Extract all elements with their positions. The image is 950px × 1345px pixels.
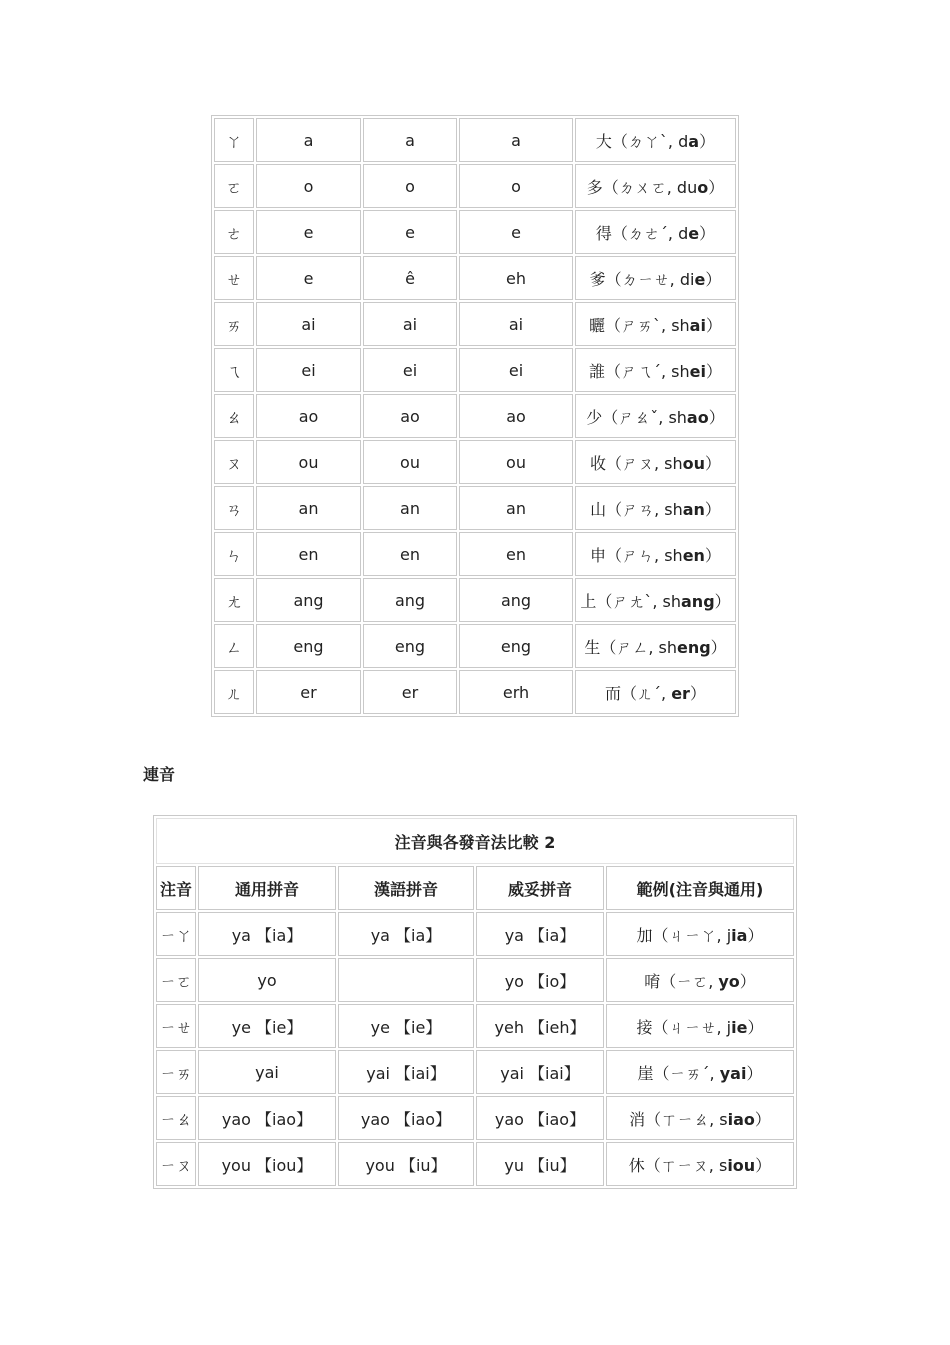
example-text: 生（ㄕㄥ, sh [584, 637, 677, 657]
table-caption: 注音與各發音法比較 2 [156, 818, 794, 864]
wade-cell: ai [459, 302, 573, 346]
wade-cell: ya 【ia】 [476, 912, 604, 956]
zhuyin-cell: ㄧㄚ [156, 912, 196, 956]
example-bold: o [697, 177, 709, 197]
hanyu-cell: ai [363, 302, 457, 346]
tongyong-cell: you 【iou】 [198, 1142, 336, 1186]
header-zhuyin: 注音 [156, 866, 196, 910]
header-example: 範例(注音與通用) [606, 866, 794, 910]
wade-cell: yeh 【ieh】 [476, 1004, 604, 1048]
table-row [214, 670, 736, 714]
tongyong-cell: o [256, 164, 361, 208]
table-row [214, 440, 736, 484]
wade-cell: en [459, 532, 573, 576]
example-text: 山（ㄕㄢ, sh [590, 499, 683, 519]
table-row [214, 302, 736, 346]
example-text-end: ） [704, 545, 721, 565]
hanyu-cell: yai 【iai】 [338, 1050, 474, 1094]
hanyu-cell: eng [363, 624, 457, 668]
example-text: 多（ㄉㄨㄛ, du [586, 177, 698, 197]
wade-cell: yu 【iu】 [476, 1142, 604, 1186]
example-cell [575, 348, 736, 392]
table-row [214, 164, 736, 208]
tongyong-cell: e [256, 256, 361, 300]
wade-cell: ou [459, 440, 573, 484]
zhuyin-cell: ㄚ [214, 118, 254, 162]
hanyu-cell: ê [363, 256, 457, 300]
zhuyin-cell: ㄧㄝ [156, 1004, 196, 1048]
table-row [156, 1142, 794, 1186]
caption-row [156, 818, 794, 864]
example-text-end: ） [755, 1155, 772, 1175]
hanyu-cell: you 【iu】 [338, 1142, 474, 1186]
example-bold: ia [731, 925, 748, 945]
tongyong-cell: yao 【iao】 [198, 1096, 336, 1140]
hanyu-cell: e [363, 210, 457, 254]
zhuyin-cell: ㄟ [214, 348, 254, 392]
hanyu-cell: o [363, 164, 457, 208]
example-text-end: ） [710, 637, 727, 657]
example-bold: iou [727, 1155, 756, 1175]
hanyu-cell: ye 【ie】 [338, 1004, 474, 1048]
table-row [214, 624, 736, 668]
example-bold: en [682, 545, 705, 565]
hanyu-cell: ao [363, 394, 457, 438]
zhuyin-cell: ㄝ [214, 256, 254, 300]
example-text: 接（ㄐㄧㄝ, j [636, 1017, 732, 1037]
example-cell [575, 486, 736, 530]
table-row [156, 1096, 794, 1140]
example-text-end: ） [705, 453, 722, 473]
example-cell [606, 1004, 794, 1048]
example-cell [575, 624, 736, 668]
example-text: 崖（ㄧㄞˊ, [637, 1063, 720, 1083]
example-cell [575, 118, 736, 162]
example-cell [575, 302, 736, 346]
example-bold: ai [689, 315, 706, 335]
example-text-end: ） [746, 1063, 763, 1083]
tongyong-cell: ei [256, 348, 361, 392]
tongyong-cell: e [256, 210, 361, 254]
example-cell [606, 1096, 794, 1140]
hanyu-cell: er [363, 670, 457, 714]
table-row [214, 486, 736, 530]
tongyong-cell: an [256, 486, 361, 530]
example-cell [606, 958, 794, 1002]
zhuyin-cell: ㄧㄞ [156, 1050, 196, 1094]
zhuyin-cell: ㄤ [214, 578, 254, 622]
wade-cell: eh [459, 256, 573, 300]
example-cell [575, 532, 736, 576]
zhuyin-cell: ㄞ [214, 302, 254, 346]
hanyu-cell: ya 【ia】 [338, 912, 474, 956]
example-text-end: ） [705, 361, 722, 381]
hanyu-cell [338, 958, 474, 1002]
table-row [214, 394, 736, 438]
hanyu-cell: an [363, 486, 457, 530]
zhuyin-cell: ㄧㄡ [156, 1142, 196, 1186]
example-text-end: ） [699, 131, 716, 151]
zhuyin-cell: ㄡ [214, 440, 254, 484]
hanyu-cell: ei [363, 348, 457, 392]
example-text: 曬（ㄕㄞˋ, sh [589, 315, 690, 335]
example-bold: yai [719, 1063, 747, 1083]
example-text: 大（ㄉㄚˋ, d [595, 131, 689, 151]
zhuyin-cell: ㄧㄛ [156, 958, 196, 1002]
wade-cell: yao 【iao】 [476, 1096, 604, 1140]
wade-cell: yo 【io】 [476, 958, 604, 1002]
example-bold: eng [676, 637, 711, 657]
example-bold: iao [727, 1109, 755, 1129]
hanyu-cell: ou [363, 440, 457, 484]
table-row [214, 532, 736, 576]
wade-cell: an [459, 486, 573, 530]
tongyong-cell: ya 【ia】 [198, 912, 336, 956]
table-row [156, 958, 794, 1002]
zhuyin-cell: ㄢ [214, 486, 254, 530]
section-title: 連音 [143, 765, 176, 784]
example-cell [575, 670, 736, 714]
tongyong-cell: ao [256, 394, 361, 438]
example-text: 誰（ㄕㄟˊ, sh [588, 361, 690, 381]
zhuyin-cell: ㄦ [214, 670, 254, 714]
hanyu-cell: yao 【iao】 [338, 1096, 474, 1140]
example-cell [606, 1050, 794, 1094]
table-row [214, 210, 736, 254]
example-text: 休（ㄒㄧㄡ, s [628, 1155, 728, 1175]
example-bold: yo [718, 971, 740, 991]
example-text-end: ） [704, 499, 721, 519]
example-cell [575, 210, 736, 254]
example-bold: ang [681, 591, 715, 611]
example-bold: er [671, 683, 690, 703]
zhuyin-cell: ㄣ [214, 532, 254, 576]
header-hanyu: 漢語拼音 [338, 866, 474, 910]
example-cell [575, 440, 736, 484]
example-text-end: ） [699, 223, 716, 243]
zhuyin-cell: ㄜ [214, 210, 254, 254]
zhuyin-cell: ㄛ [214, 164, 254, 208]
example-text-end: ） [708, 177, 725, 197]
example-text: 而（ㄦˊ, [605, 683, 672, 703]
example-bold: a [688, 131, 700, 151]
tongyong-cell: ou [256, 440, 361, 484]
example-text-end: ） [708, 407, 725, 427]
header-tongyong: 通用拼音 [198, 866, 336, 910]
tongyong-cell: ang [256, 578, 361, 622]
wade-cell: e [459, 210, 573, 254]
zhuyin-cell: ㄠ [214, 394, 254, 438]
example-text-end: ） [705, 269, 722, 289]
example-text-end: ） [747, 925, 764, 945]
table-row [214, 118, 736, 162]
tongyong-cell: a [256, 118, 361, 162]
example-text: 上（ㄕㄤˋ, sh [580, 591, 681, 611]
example-bold: e [688, 223, 700, 243]
example-text: 消（ㄒㄧㄠ, s [629, 1109, 728, 1129]
tongyong-cell: en [256, 532, 361, 576]
zhuyin-cell: ㄥ [214, 624, 254, 668]
example-text: 少（ㄕㄠˇ, sh [586, 407, 687, 427]
example-text: 申（ㄕㄣ, sh [590, 545, 683, 565]
wade-cell: ang [459, 578, 573, 622]
example-text-end: ） [747, 1017, 764, 1037]
example-text-end: ） [739, 971, 756, 991]
example-text: 收（ㄕㄡ, sh [589, 453, 683, 473]
tongyong-cell: yo [198, 958, 336, 1002]
example-text: 加（ㄐㄧㄚ, j [636, 925, 732, 945]
example-bold: e [694, 269, 706, 289]
example-text: 唷（ㄧㄛ, [644, 971, 719, 991]
example-cell [575, 394, 736, 438]
wade-cell: ei [459, 348, 573, 392]
example-text-end: ） [705, 315, 722, 335]
example-text: 爹（ㄉㄧㄝ, di [589, 269, 695, 289]
wade-cell: ao [459, 394, 573, 438]
table-row [214, 348, 736, 392]
example-cell [606, 912, 794, 956]
tongyong-cell: er [256, 670, 361, 714]
example-text: 得（ㄉㄜˊ, d [595, 223, 689, 243]
wade-cell: o [459, 164, 573, 208]
tongyong-cell: eng [256, 624, 361, 668]
hanyu-cell: en [363, 532, 457, 576]
table-row [214, 578, 736, 622]
example-text-end: ） [714, 591, 731, 611]
compound-vowel-table [153, 815, 797, 1189]
wade-cell: eng [459, 624, 573, 668]
wade-cell: erh [459, 670, 573, 714]
example-bold: ei [689, 361, 706, 381]
hanyu-cell: a [363, 118, 457, 162]
table-row [156, 1050, 794, 1094]
example-cell [575, 578, 736, 622]
example-text-end: ） [689, 683, 706, 703]
tongyong-cell: ai [256, 302, 361, 346]
table-row [156, 912, 794, 956]
example-bold: an [682, 499, 705, 519]
header-wade: 威妥拼音 [476, 866, 604, 910]
table-row [214, 256, 736, 300]
compound-vowel-table-body [156, 818, 794, 1186]
vowel-table [211, 115, 739, 717]
tongyong-cell: ye 【ie】 [198, 1004, 336, 1048]
hanyu-cell: ang [363, 578, 457, 622]
example-text-end: ） [754, 1109, 771, 1129]
example-cell [606, 1142, 794, 1186]
wade-cell: a [459, 118, 573, 162]
wade-cell: yai 【iai】 [476, 1050, 604, 1094]
example-bold: ou [682, 453, 706, 473]
example-cell [575, 164, 736, 208]
example-cell [575, 256, 736, 300]
example-bold: ao [686, 407, 709, 427]
tongyong-cell: yai [198, 1050, 336, 1094]
example-bold: ie [731, 1017, 748, 1037]
vowel-table-body [214, 118, 736, 714]
header-row [156, 866, 794, 910]
zhuyin-cell: ㄧㄠ [156, 1096, 196, 1140]
table-row [156, 1004, 794, 1048]
